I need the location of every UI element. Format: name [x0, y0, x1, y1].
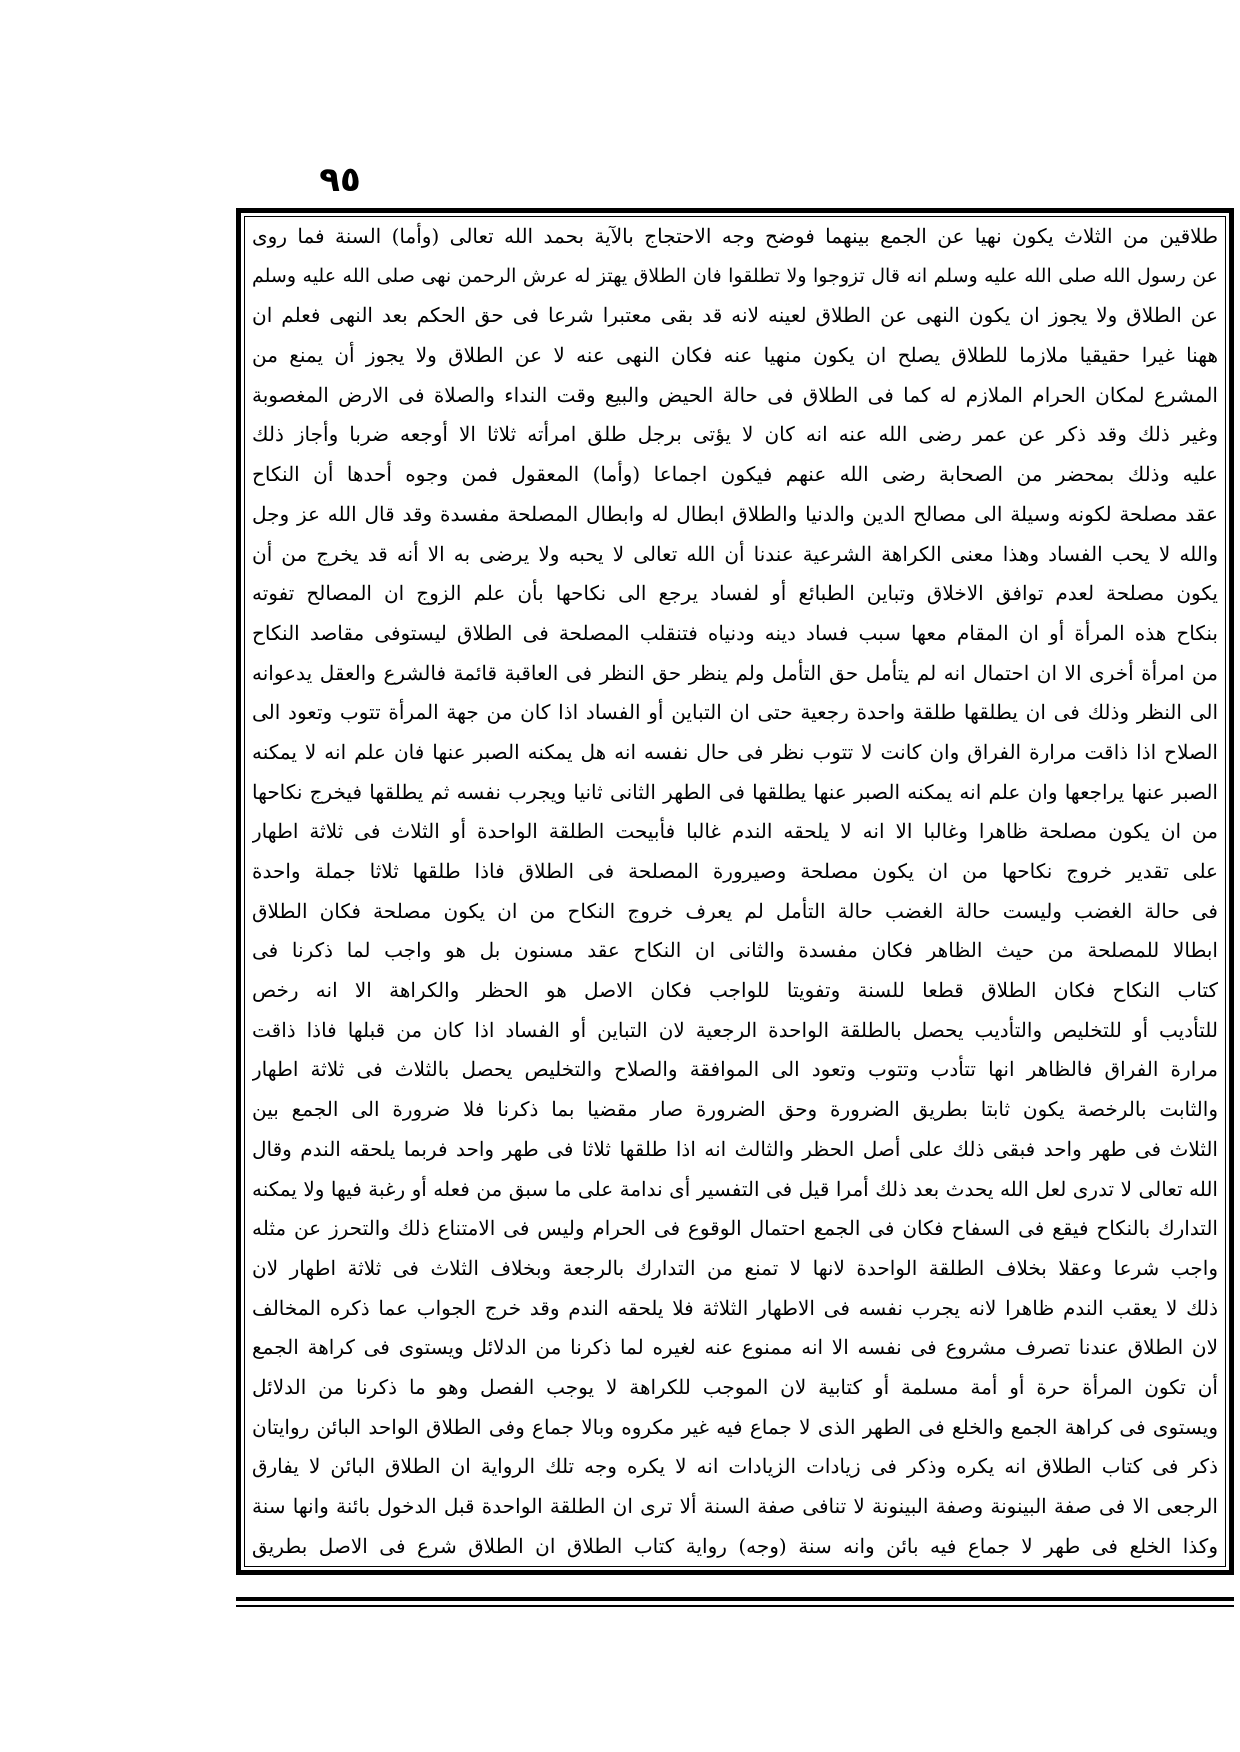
text-line: واجب شرعا وعقلا بخلاف الطلقة الواحدة لانها لا تمنع من التدارك بالرجعة وبخلاف الثلاث فى ثلاثة اطهار لان — [252, 1255, 1218, 1280]
text-line: الرجعى الا فى صفة البينونة وصفة البينونة لا تنافى صفة السنة ألا ترى ان الطلقة الواحدة قبل الدخول بائنة وانها سنة — [252, 1494, 1218, 1518]
text-line: من امرأة أخرى الا ان احتمال انه لم يتأمل حق التأمل ولم ينظر حق النظر فى العاقبة قائمة فالشرع والعقل يدعوانه — [252, 660, 1218, 685]
text-line: طلاقين من الثلاث يكون نهيا عن الجمع بينهما فوضح وجه الاحتجاج بالآية بحمد الله تعالى (وأما) السنة فما روى — [252, 224, 1218, 248]
text-line: الصلاح اذا ذاقت مرارة الفراق وان كانت لا تتوب نظر فى حال نفسه انه هل يمكنه الصبر عنها فان علم انه لا يمكنه — [252, 739, 1218, 764]
text-line: والله لا يحب الفساد وهذا معنى الكراهة الشرعية عندنا أن الله تعالى لا يحبه ولا يرضى به الا أنه قد يخرج من أن — [252, 541, 1218, 566]
text-line: الى النظر وذلك فى ان يطلقها طلقة واحدة رجعية حتى ان التباين أو الفساد اذا كان من جهة المرأة تتوب وتعود الى — [252, 700, 1218, 725]
text-line: وكذا الخلع فى طهر لا جماع فيه بائن وانه سنة (وجه) رواية كتاب الطلاق ان الطلاق شرع فى الاصل بطريق — [252, 1533, 1218, 1558]
text-line: يكون مصلحة لعدم توافق الاخلاق وتباين الطبائع أو لفساد يرجع الى نكاحها بأن علم الزوج ان المصالح تفوته — [252, 581, 1218, 606]
text-line: من ان يكون مصلحة ظاهرا وغالبا الا انه لا يلحقه الندم غالبا فأبيحت الطلقة الواحدة أو الثلاث فى ثلاثة اطهار — [252, 819, 1218, 844]
text-line: والثابت بالرخصة يكون ثابتا بطريق الضرورة وحق الضرورة صار مقضيا بما ذكرنا فلا ضرورة الى الجمع بين — [252, 1097, 1218, 1122]
text-line: الثلاث فى طهر واحد فبقى ذلك على أصل الحظر والثالث انه اذا طلقها ثلاثا فى طهر واحد فربما يلحقه الندم وقال — [252, 1136, 1218, 1161]
text-line: المشرع لمكان الحرام الملازم له كما فى الطلاق فى حالة الحيض والبيع وقت النداء والصلاة فى الارض المغصوبة — [252, 382, 1218, 407]
text-line: الله تعالى لا تدرى لعل الله يحدث بعد ذلك أمرا قيل فى التفسير أى ندامة على ما سبق من فعله أو رغبة فيها ولا يمكنه — [252, 1176, 1218, 1201]
text-line: وغير ذلك وقد ذكر عن عمر رضى الله عنه انه كان لا يؤتى برجل طلق امرأته ثلاثا الا أوجعه ضربا وأجاز ذلك — [252, 422, 1218, 447]
text-line: أن تكون المرأة حرة أو أمة مسلمة أو كتابية لان الموجب للكراهة لا يوجب الفصل وهو ما ذكرنا من الدلائل — [252, 1374, 1218, 1399]
text-line: عليه وذلك بمحضر من الصحابة رضى الله عنهم فيكون اجماعا (وأما) المعقول فمن وجوه أحدها أن النكاح — [252, 462, 1218, 487]
text-line: فى حالة الغضب وليست حالة الغضب حالة التأمل لم يعرف خروج النكاح من ان يكون مصلحة فكان الطلاق — [252, 898, 1218, 923]
text-line: كتاب النكاح فكان الطلاق قطعا للسنة وتفويتا للواجب فكان الاصل هو الحظر والكراهة الا انه رخص — [252, 978, 1218, 1003]
text-line: ذكر فى كتاب الطلاق انه يكره وذكر فى زيادات الزيادات انه لا يكره وجه تلك الرواية ان الطلاق البائن لا يفارق — [252, 1454, 1218, 1479]
text-line: ذلك لا يعقب الندم ظاهرا لانه يجرب نفسه فى الاطهار الثلاثة فلا يلحقه الندم وقد خرج الجواب عما ذكره المخالف — [252, 1295, 1218, 1320]
text-line: للتأديب أو للتخليص والتأديب يحصل بالطلقة الواحدة الرجعية لان التباين أو الفساد اذا كان من قبلها فاذا ذاقت — [252, 1017, 1218, 1042]
text-line: على تقدير خروج نكاحها من ان يكون مصلحة وصيرورة المصلحة فى الطلاق فاذا طلقها ثلاثا جملة واحدة — [252, 859, 1218, 883]
text-line: الصبر عنها يراجعها وان علم انه يمكنه الصبر عنها يطلقها فى الطهر الثانى ثانيا ويجرب نفسه ثم يطلقها فيخرج نكاحها — [252, 779, 1218, 804]
footer-rule-thick — [236, 1597, 1234, 1601]
text-line: عقد مصلحة لكونه وسيلة الى مصالح الدين والدنيا والطلاق ابطال له وابطال المصلحة مفسدة وقد قال الله عز وجل — [252, 501, 1218, 526]
text-line: لان الطلاق عندنا تصرف مشروع فى نفسه الا انه ممنوع عنه لغيره لما ذكرنا من الدلائل ويستوى فى كراهة الجمع — [252, 1335, 1218, 1360]
text-body — [252, 221, 1218, 1561]
text-line: بنكاح هذه المرأة أو ان المقام معها سبب فساد دينه ودنياه فتنقلب المصلحة فى الطلاق ليستوفى مقاصد النكاح — [252, 620, 1218, 645]
text-line: التدارك بالنكاح فيقع فى السفاح فكان فى الجمع احتمال الوقوع فى الحرام وليس فى الامتناع ذلك والتحرز عن مثله — [252, 1216, 1218, 1241]
text-line: عن الطلاق ولا يجوز ان يكون النهى عن الطلاق لعينه لانه قد بقى معتبرا شرعا فى حق الحكم بعد النهى فعلم ان — [252, 303, 1218, 328]
text-line: مرارة الفراق فالظاهر انها تتأدب وتتوب وتعود الى الموافقة والصلاح والتخليص يحصل بالثلاث فى ثلاثة اطهار — [252, 1057, 1218, 1082]
text-line: ابطالا للمصلحة من حيث الظاهر فكان مفسدة والثانى ان النكاح عقد مسنون بل هو واجب لما ذكرنا فى — [252, 938, 1218, 963]
text-line: عن رسول الله صلى الله عليه وسلم انه قال تزوجوا ولا تطلقوا فان الطلاق يهتز له عرش الرحمن نهى صلى الله عليه وسلم — [252, 264, 1218, 287]
text-line: ويستوى فى كراهة الجمع والخلع فى الطهر الذى لا جماع فيه غير مكروه وبالا جماع وفى الطلاق الواحد البائن روايتان — [252, 1414, 1218, 1439]
page-number: ٩٥ — [319, 160, 361, 200]
text-line: ههنا غيرا حقيقيا ملازما للطلاق يصلح ان يكون منهيا عنه فكان النهى عنه لا عن الطلاق ولا يجوز أن يمنع من — [252, 343, 1218, 368]
footer-rule-thin — [236, 1605, 1234, 1607]
